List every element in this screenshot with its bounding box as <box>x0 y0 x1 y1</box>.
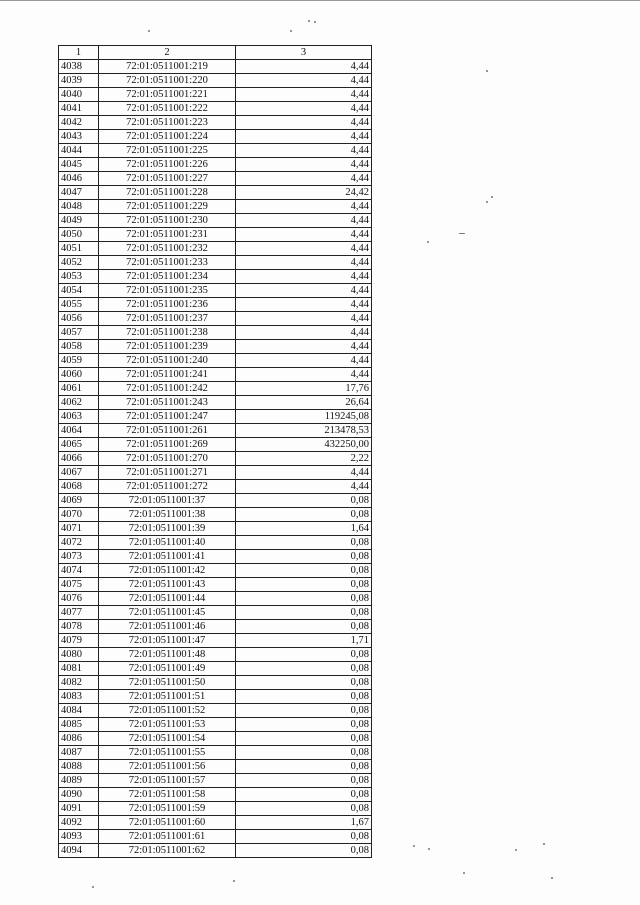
value-cell: 0,08 <box>236 844 372 858</box>
table-row <box>59 214 372 228</box>
row-number-cell: 4044 <box>59 144 99 158</box>
value-cell: 26,64 <box>236 396 372 410</box>
table-row <box>59 102 372 116</box>
scan-speck <box>427 241 429 243</box>
value-cell: 4,44 <box>236 340 372 354</box>
cadastral-number-cell: 72:01:0511001:236 <box>99 298 236 312</box>
value-cell: 0,08 <box>236 606 372 620</box>
table-row <box>59 410 372 424</box>
cadastral-number-cell: 72:01:0511001:61 <box>99 830 236 844</box>
value-cell: 0,08 <box>236 746 372 760</box>
row-number-cell: 4052 <box>59 256 99 270</box>
table-row <box>59 830 372 844</box>
value-cell: 4,44 <box>236 270 372 284</box>
cadastral-number-cell: 72:01:0511001:48 <box>99 648 236 662</box>
value-cell: 0,08 <box>236 676 372 690</box>
row-number-cell: 4075 <box>59 578 99 592</box>
row-number-cell: 4084 <box>59 704 99 718</box>
table-row <box>59 396 372 410</box>
row-number-cell: 4074 <box>59 564 99 578</box>
scan-speck <box>459 233 465 234</box>
scan-speck <box>486 201 488 203</box>
row-number-cell: 4093 <box>59 830 99 844</box>
row-number-cell: 4079 <box>59 634 99 648</box>
value-cell: 432250,00 <box>236 438 372 452</box>
table-row <box>59 144 372 158</box>
table-row <box>59 760 372 774</box>
table-row <box>59 508 372 522</box>
cadastral-number-cell: 72:01:0511001:58 <box>99 788 236 802</box>
table-row <box>59 466 372 480</box>
cadastral-number-cell: 72:01:0511001:242 <box>99 382 236 396</box>
row-number-cell: 4053 <box>59 270 99 284</box>
row-number-cell: 4065 <box>59 438 99 452</box>
cadastral-number-cell: 72:01:0511001:271 <box>99 466 236 480</box>
table-row <box>59 228 372 242</box>
table-row <box>59 452 372 466</box>
table-row <box>59 634 372 648</box>
cadastral-number-cell: 72:01:0511001:238 <box>99 326 236 340</box>
value-cell: 4,44 <box>236 60 372 74</box>
row-number-cell: 4058 <box>59 340 99 354</box>
value-cell: 4,44 <box>236 130 372 144</box>
table-row <box>59 620 372 634</box>
cadastral-number-cell: 72:01:0511001:40 <box>99 536 236 550</box>
cadastral-number-cell: 72:01:0511001:60 <box>99 816 236 830</box>
cadastral-value-table <box>58 45 372 858</box>
scan-speck <box>486 70 488 72</box>
cadastral-number-cell: 72:01:0511001:232 <box>99 242 236 256</box>
table-row <box>59 326 372 340</box>
value-cell: 4,44 <box>236 284 372 298</box>
value-cell: 4,44 <box>236 144 372 158</box>
table-row <box>59 256 372 270</box>
table-row <box>59 732 372 746</box>
cadastral-number-cell: 72:01:0511001:234 <box>99 270 236 284</box>
row-number-cell: 4063 <box>59 410 99 424</box>
cadastral-number-cell: 72:01:0511001:39 <box>99 522 236 536</box>
cadastral-number-cell: 72:01:0511001:239 <box>99 340 236 354</box>
cadastral-number-cell: 72:01:0511001:59 <box>99 802 236 816</box>
value-cell: 0,08 <box>236 494 372 508</box>
cadastral-number-cell: 72:01:0511001:51 <box>99 690 236 704</box>
value-cell: 4,44 <box>236 298 372 312</box>
value-cell: 4,44 <box>236 466 372 480</box>
value-cell: 0,08 <box>236 760 372 774</box>
cadastral-number-cell: 72:01:0511001:223 <box>99 116 236 130</box>
table-row <box>59 704 372 718</box>
value-cell: 0,08 <box>236 648 372 662</box>
row-number-cell: 4042 <box>59 116 99 130</box>
value-cell: 4,44 <box>236 228 372 242</box>
cadastral-number-cell: 72:01:0511001:50 <box>99 676 236 690</box>
value-cell: 0,08 <box>236 536 372 550</box>
row-number-cell: 4082 <box>59 676 99 690</box>
table-row <box>59 676 372 690</box>
cadastral-number-cell: 72:01:0511001:228 <box>99 186 236 200</box>
scan-speck <box>314 21 316 23</box>
table-body <box>59 60 372 858</box>
cadastral-number-cell: 72:01:0511001:56 <box>99 760 236 774</box>
value-cell: 0,08 <box>236 578 372 592</box>
row-number-cell: 4064 <box>59 424 99 438</box>
cadastral-number-cell: 72:01:0511001:225 <box>99 144 236 158</box>
table-row <box>59 186 372 200</box>
cadastral-number-cell: 72:01:0511001:221 <box>99 88 236 102</box>
row-number-cell: 4070 <box>59 508 99 522</box>
scan-speck <box>92 886 94 888</box>
column-header-2: 2 <box>99 46 236 60</box>
cadastral-number-cell: 72:01:0511001:222 <box>99 102 236 116</box>
value-cell: 4,44 <box>236 312 372 326</box>
value-cell: 4,44 <box>236 256 372 270</box>
table-row <box>59 662 372 676</box>
table-row <box>59 844 372 858</box>
row-number-cell: 4080 <box>59 648 99 662</box>
value-cell: 4,44 <box>236 354 372 368</box>
table-row <box>59 74 372 88</box>
table-row <box>59 382 372 396</box>
row-number-cell: 4066 <box>59 452 99 466</box>
row-number-cell: 4076 <box>59 592 99 606</box>
value-cell: 0,08 <box>236 550 372 564</box>
cadastral-number-cell: 72:01:0511001:41 <box>99 550 236 564</box>
row-number-cell: 4091 <box>59 802 99 816</box>
row-number-cell: 4089 <box>59 774 99 788</box>
value-cell: 2,22 <box>236 452 372 466</box>
value-cell: 0,08 <box>236 564 372 578</box>
cadastral-number-cell: 72:01:0511001:270 <box>99 452 236 466</box>
column-header-1: 1 <box>59 46 99 60</box>
value-cell: 4,44 <box>236 214 372 228</box>
value-cell: 0,08 <box>236 718 372 732</box>
cadastral-number-cell: 72:01:0511001:55 <box>99 746 236 760</box>
table-row <box>59 424 372 438</box>
table-row <box>59 340 372 354</box>
value-cell: 1,67 <box>236 816 372 830</box>
table-row <box>59 130 372 144</box>
row-number-cell: 4056 <box>59 312 99 326</box>
table-row <box>59 494 372 508</box>
row-number-cell: 4050 <box>59 228 99 242</box>
row-number-cell: 4040 <box>59 88 99 102</box>
value-cell: 1,71 <box>236 634 372 648</box>
table-row <box>59 284 372 298</box>
table-row <box>59 774 372 788</box>
cadastral-number-cell: 72:01:0511001:230 <box>99 214 236 228</box>
value-cell: 4,44 <box>236 242 372 256</box>
scan-speck <box>491 196 493 198</box>
row-number-cell: 4094 <box>59 844 99 858</box>
value-cell: 4,44 <box>236 172 372 186</box>
table-row <box>59 368 372 382</box>
value-cell: 0,08 <box>236 620 372 634</box>
table-row <box>59 550 372 564</box>
value-cell: 24,42 <box>236 186 372 200</box>
value-cell: 4,44 <box>236 368 372 382</box>
value-cell: 4,44 <box>236 480 372 494</box>
cadastral-number-cell: 72:01:0511001:247 <box>99 410 236 424</box>
value-cell: 0,08 <box>236 592 372 606</box>
table-row <box>59 438 372 452</box>
cadastral-number-cell: 72:01:0511001:233 <box>99 256 236 270</box>
table-row <box>59 60 372 74</box>
value-cell: 4,44 <box>236 74 372 88</box>
value-cell: 0,08 <box>236 830 372 844</box>
table-row <box>59 116 372 130</box>
value-cell: 4,44 <box>236 116 372 130</box>
table-header-row <box>59 46 372 60</box>
table-row <box>59 298 372 312</box>
value-cell: 0,08 <box>236 704 372 718</box>
cadastral-number-cell: 72:01:0511001:261 <box>99 424 236 438</box>
cadastral-number-cell: 72:01:0511001:42 <box>99 564 236 578</box>
cadastral-number-cell: 72:01:0511001:43 <box>99 578 236 592</box>
table-row <box>59 354 372 368</box>
value-cell: 4,44 <box>236 326 372 340</box>
table-row <box>59 242 372 256</box>
scan-speck <box>308 20 310 22</box>
table-row <box>59 480 372 494</box>
table-row <box>59 592 372 606</box>
cadastral-number-cell: 72:01:0511001:224 <box>99 130 236 144</box>
row-number-cell: 4072 <box>59 536 99 550</box>
cadastral-number-cell: 72:01:0511001:49 <box>99 662 236 676</box>
table-row <box>59 270 372 284</box>
cadastral-number-cell: 72:01:0511001:47 <box>99 634 236 648</box>
cadastral-number-cell: 72:01:0511001:227 <box>99 172 236 186</box>
table-row <box>59 816 372 830</box>
row-number-cell: 4090 <box>59 788 99 802</box>
scan-speck <box>515 849 517 851</box>
cadastral-number-cell: 72:01:0511001:220 <box>99 74 236 88</box>
row-number-cell: 4068 <box>59 480 99 494</box>
row-number-cell: 4054 <box>59 284 99 298</box>
cadastral-number-cell: 72:01:0511001:272 <box>99 480 236 494</box>
table-row <box>59 690 372 704</box>
row-number-cell: 4085 <box>59 718 99 732</box>
table-row <box>59 312 372 326</box>
row-number-cell: 4049 <box>59 214 99 228</box>
cadastral-number-cell: 72:01:0511001:243 <box>99 396 236 410</box>
row-number-cell: 4088 <box>59 760 99 774</box>
cadastral-number-cell: 72:01:0511001:269 <box>99 438 236 452</box>
value-cell: 1,64 <box>236 522 372 536</box>
value-cell: 4,44 <box>236 158 372 172</box>
value-cell: 0,08 <box>236 732 372 746</box>
table-row <box>59 578 372 592</box>
row-number-cell: 4048 <box>59 200 99 214</box>
table-row <box>59 802 372 816</box>
value-cell: 17,76 <box>236 382 372 396</box>
cadastral-number-cell: 72:01:0511001:241 <box>99 368 236 382</box>
cadastral-number-cell: 72:01:0511001:231 <box>99 228 236 242</box>
scan-speck <box>551 877 553 879</box>
table-row <box>59 158 372 172</box>
scan-speck <box>463 872 465 874</box>
row-number-cell: 4086 <box>59 732 99 746</box>
value-cell: 0,08 <box>236 802 372 816</box>
row-number-cell: 4059 <box>59 354 99 368</box>
scan-speck <box>148 30 150 32</box>
row-number-cell: 4062 <box>59 396 99 410</box>
row-number-cell: 4041 <box>59 102 99 116</box>
row-number-cell: 4077 <box>59 606 99 620</box>
table-row <box>59 606 372 620</box>
row-number-cell: 4043 <box>59 130 99 144</box>
row-number-cell: 4046 <box>59 172 99 186</box>
value-cell: 0,08 <box>236 662 372 676</box>
cadastral-number-cell: 72:01:0511001:44 <box>99 592 236 606</box>
row-number-cell: 4051 <box>59 242 99 256</box>
value-cell: 119245,08 <box>236 410 372 424</box>
cadastral-number-cell: 72:01:0511001:53 <box>99 718 236 732</box>
table-row <box>59 88 372 102</box>
row-number-cell: 4078 <box>59 620 99 634</box>
cadastral-number-cell: 72:01:0511001:62 <box>99 844 236 858</box>
row-number-cell: 4073 <box>59 550 99 564</box>
value-cell: 0,08 <box>236 788 372 802</box>
row-number-cell: 4087 <box>59 746 99 760</box>
cadastral-number-cell: 72:01:0511001:229 <box>99 200 236 214</box>
row-number-cell: 4047 <box>59 186 99 200</box>
scan-speck <box>543 843 545 845</box>
table-row <box>59 522 372 536</box>
cadastral-number-cell: 72:01:0511001:226 <box>99 158 236 172</box>
row-number-cell: 4061 <box>59 382 99 396</box>
cadastral-number-cell: 72:01:0511001:52 <box>99 704 236 718</box>
table-row <box>59 536 372 550</box>
cadastral-number-cell: 72:01:0511001:37 <box>99 494 236 508</box>
row-number-cell: 4038 <box>59 60 99 74</box>
row-number-cell: 4069 <box>59 494 99 508</box>
value-cell: 4,44 <box>236 200 372 214</box>
row-number-cell: 4067 <box>59 466 99 480</box>
scan-speck <box>413 845 415 847</box>
table-row <box>59 648 372 662</box>
cadastral-number-cell: 72:01:0511001:237 <box>99 312 236 326</box>
cadastral-number-cell: 72:01:0511001:38 <box>99 508 236 522</box>
value-cell: 4,44 <box>236 88 372 102</box>
table-row <box>59 200 372 214</box>
cadastral-number-cell: 72:01:0511001:45 <box>99 606 236 620</box>
row-number-cell: 4071 <box>59 522 99 536</box>
scan-speck <box>233 880 235 882</box>
table-row <box>59 172 372 186</box>
cadastral-number-cell: 72:01:0511001:46 <box>99 620 236 634</box>
top-edge-rule <box>0 0 640 1</box>
table-row <box>59 564 372 578</box>
value-cell: 213478,53 <box>236 424 372 438</box>
cadastral-number-cell: 72:01:0511001:240 <box>99 354 236 368</box>
row-number-cell: 4055 <box>59 298 99 312</box>
value-cell: 4,44 <box>236 102 372 116</box>
row-number-cell: 4057 <box>59 326 99 340</box>
row-number-cell: 4081 <box>59 662 99 676</box>
cadastral-number-cell: 72:01:0511001:57 <box>99 774 236 788</box>
table-row <box>59 746 372 760</box>
row-number-cell: 4045 <box>59 158 99 172</box>
cadastral-number-cell: 72:01:0511001:219 <box>99 60 236 74</box>
scan-speck <box>428 848 430 850</box>
table-row <box>59 718 372 732</box>
cadastral-number-cell: 72:01:0511001:235 <box>99 284 236 298</box>
value-cell: 0,08 <box>236 508 372 522</box>
value-cell: 0,08 <box>236 690 372 704</box>
column-header-3: 3 <box>236 46 372 60</box>
row-number-cell: 4092 <box>59 816 99 830</box>
row-number-cell: 4060 <box>59 368 99 382</box>
table-row <box>59 788 372 802</box>
value-cell: 0,08 <box>236 774 372 788</box>
cadastral-number-cell: 72:01:0511001:54 <box>99 732 236 746</box>
row-number-cell: 4039 <box>59 74 99 88</box>
row-number-cell: 4083 <box>59 690 99 704</box>
scan-speck <box>290 30 292 32</box>
